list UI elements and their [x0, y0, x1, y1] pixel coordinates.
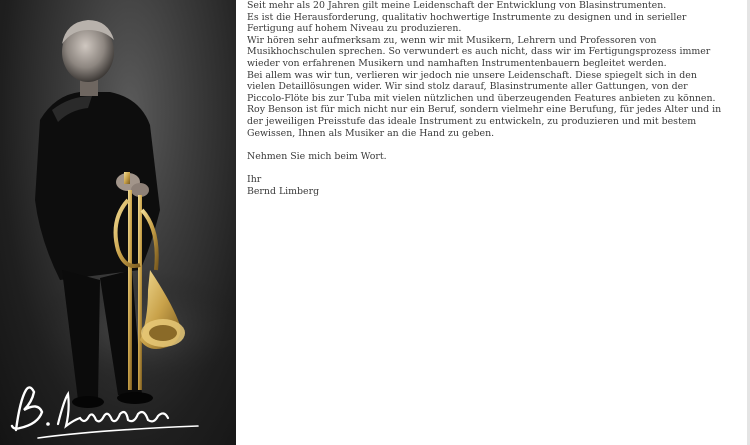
letter-signature-name: Bernd Limberg	[247, 185, 320, 197]
letter-text	[247, 0, 727, 197]
portrait-illustration	[0, 0, 236, 445]
letter-paragraph-4: Bei allem was wir tun, verlieren wir jedoch nie unsere Leidenschaft. Diese spiegelt sich in den vielen Detaillösungen wider. Wir sind stolz darauf, Blasinstrumente aller Gattungen, von der Piccolo-Flöte bis zur Tuba mit vielen nützlichen und überzeugenden Features anbieten zu können.	[247, 69, 716, 104]
letter-salutation: Ihr	[247, 173, 262, 185]
letter-paragraph-2: Es ist die Herausforderung, qualitativ hochwertige Instrumente zu designen und in serieller Fertigung auf hohem Niveau zu produzieren.	[247, 11, 687, 35]
signature-logo	[8, 380, 208, 442]
letter-paragraph-3: Wir hören sehr aufmerksam zu, wenn wir mit Musikern, Lehrern und Professoren von Musikhochschulen sprechen. So verwundert es auch nicht, dass wir im Fertigungsprozess immer wieder von erfahrenen Musikern und namhaften Instrumentenbauern begleitet werden.	[247, 34, 711, 69]
letter-paragraph-5: Roy Benson ist für mich nicht nur ein Beruf, sondern vielmehr eine Berufung, für jedes Alter und in der jeweiligen Preisstufe das ideale Instrument zu entwickeln, zu produzieren und mit bestem Gewissen, Ihnen als Musiker an die Hand zu geben.	[247, 104, 722, 139]
letter-closing: Nehmen Sie mich beim Wort.	[247, 150, 387, 162]
portrait-photo	[0, 0, 236, 445]
letter-paragraph-1: Seit mehr als 20 Jahren gilt meine Leidenschaft der Entwicklung von Blasinstrumenten.	[247, 0, 667, 11]
